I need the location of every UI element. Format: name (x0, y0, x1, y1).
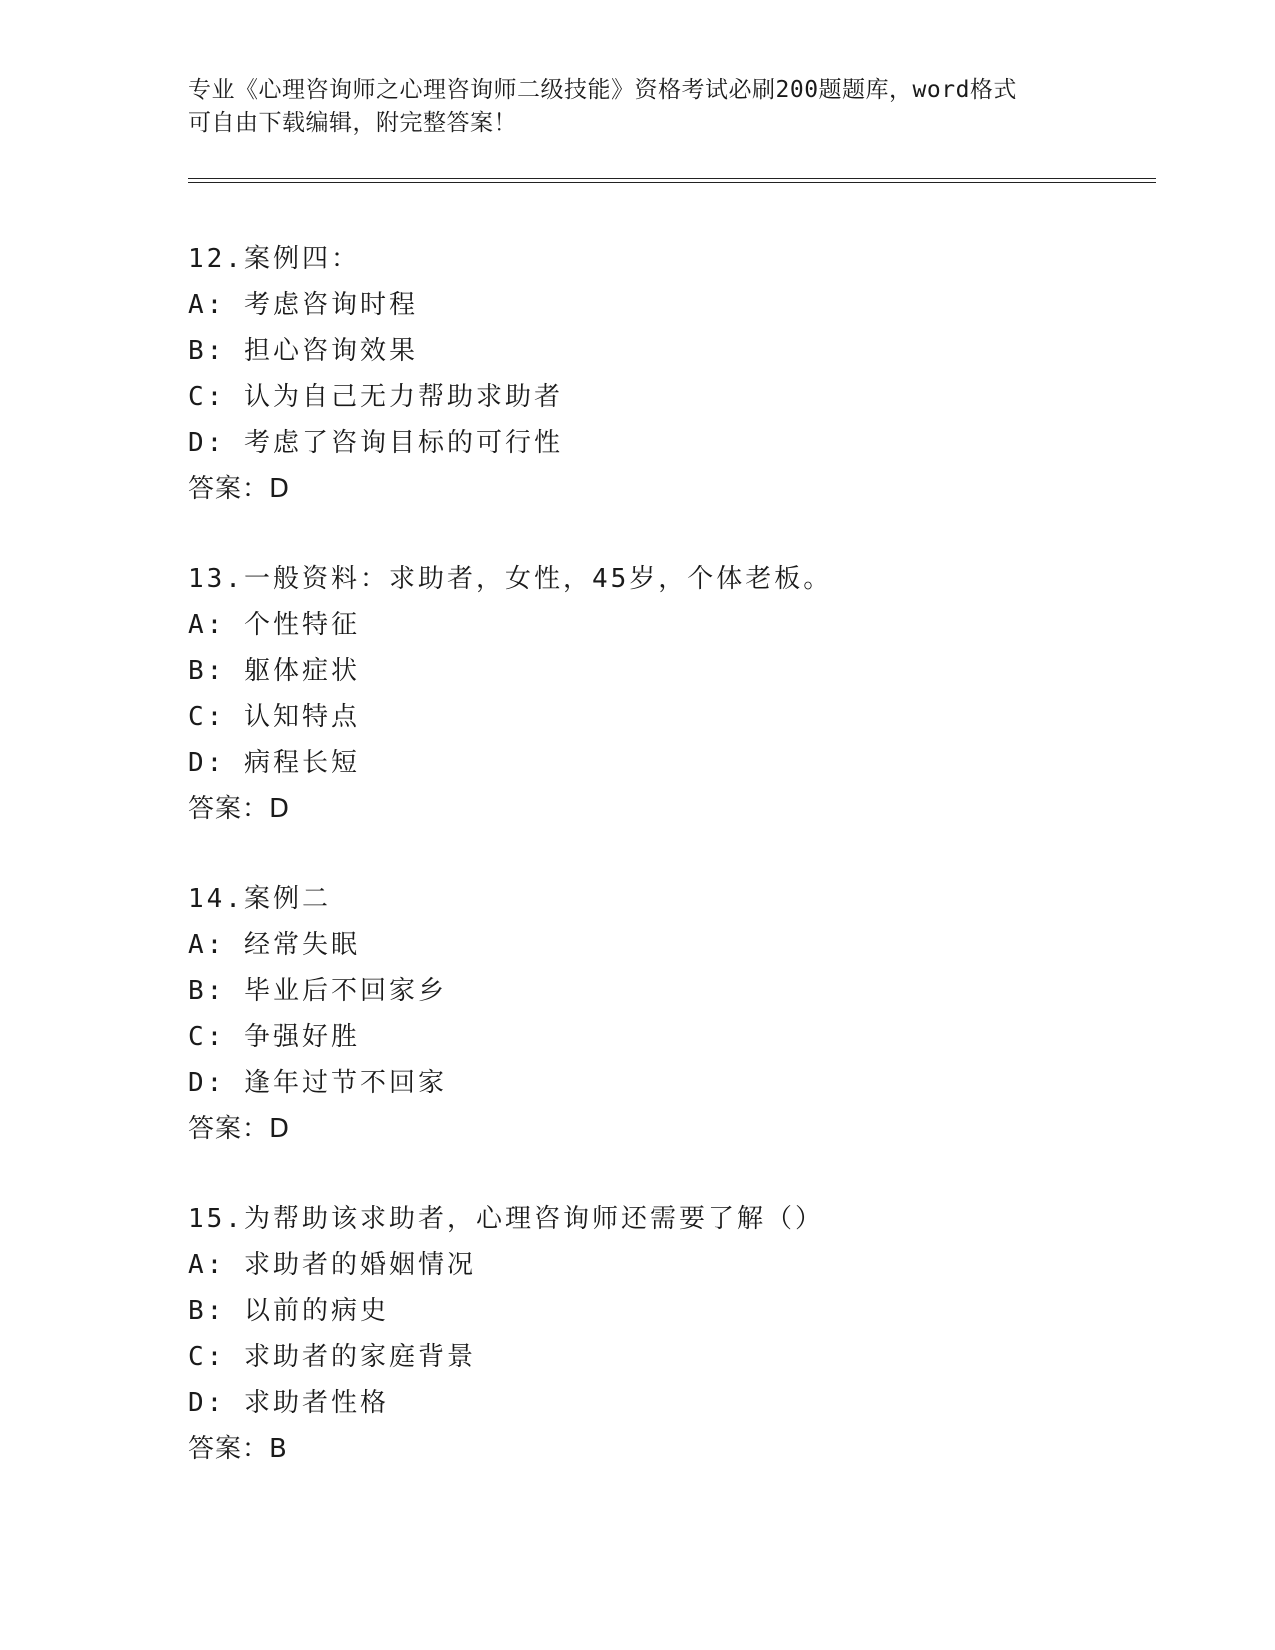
option-b: B: 以前的病史 (188, 1296, 389, 1326)
option-b: B: 躯体症状 (188, 656, 360, 686)
option-b: B: 毕业后不回家乡 (188, 976, 447, 1006)
header-divider (188, 178, 1156, 183)
option-d: D: 病程长短 (188, 748, 360, 778)
option-d: D: 逢年过节不回家 (188, 1068, 447, 1098)
question-12 (188, 236, 1148, 512)
option-c: C: 求助者的家庭背景 (188, 1342, 476, 1372)
option-b: B: 担心咨询效果 (188, 336, 418, 366)
option-a: A: 经常失眠 (188, 930, 360, 960)
option-c: C: 认为自己无力帮助求助者 (188, 382, 563, 412)
question-list (188, 236, 1148, 1516)
question-stem: 13.一般资料：求助者，女性，45岁，个体老板。 (188, 564, 833, 594)
question-stem: 15.为帮助该求助者，心理咨询师还需要了解（） (188, 1204, 824, 1234)
header-line-1: 专业《心理咨询师之心理咨询师二级技能》资格考试必刷200题题库，word格式 (188, 77, 1017, 103)
answer-key: 答案：D (188, 794, 291, 824)
option-a: A: 求助者的婚姻情况 (188, 1250, 476, 1280)
option-a: A: 考虑咨询时程 (188, 290, 418, 320)
option-d: D: 考虑了咨询目标的可行性 (188, 428, 563, 458)
answer-key: 答案：D (188, 474, 291, 504)
question-13 (188, 556, 1148, 832)
document-header (188, 74, 1088, 140)
question-stem: 12.案例四： (188, 244, 360, 274)
answer-key: 答案：B (188, 1434, 288, 1464)
option-c: C: 认知特点 (188, 702, 360, 732)
header-line-2: 可自由下载编辑，附完整答案！ (188, 110, 517, 136)
option-d: D: 求助者性格 (188, 1388, 389, 1418)
question-stem: 14.案例二 (188, 884, 331, 914)
answer-key: 答案：D (188, 1114, 291, 1144)
question-14 (188, 876, 1148, 1152)
option-c: C: 争强好胜 (188, 1022, 360, 1052)
option-a: A: 个性特征 (188, 610, 360, 640)
question-15 (188, 1196, 1148, 1472)
